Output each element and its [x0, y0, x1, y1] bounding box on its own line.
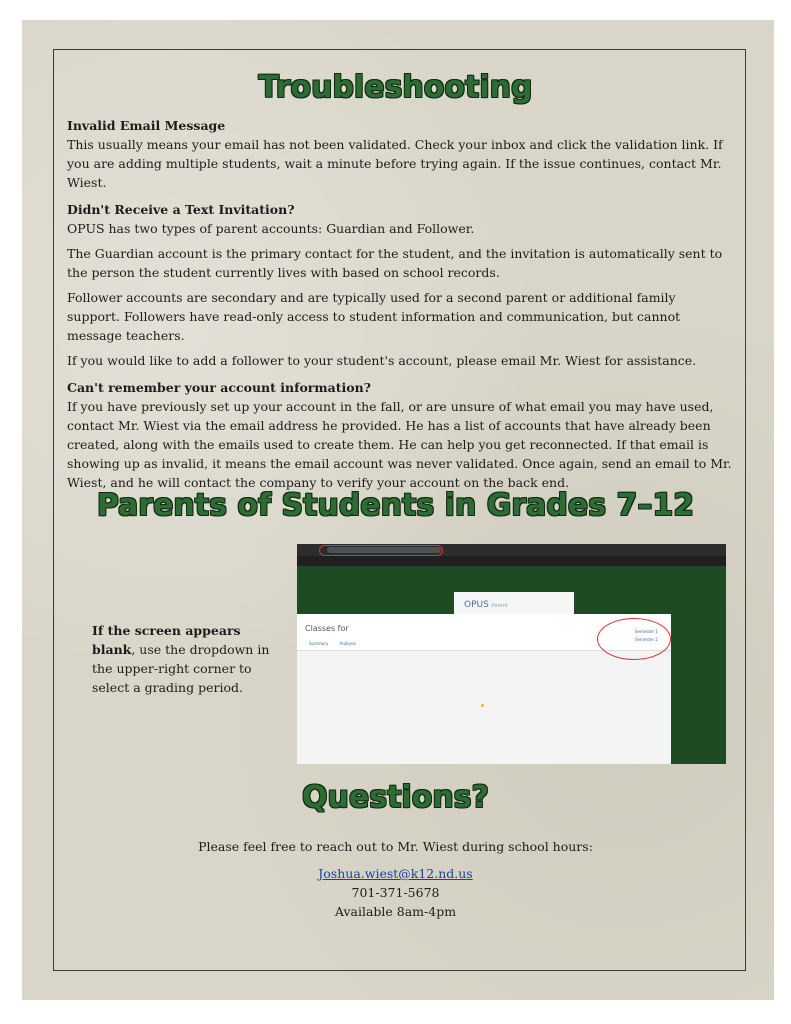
text-invitation-p3: Follower accounts are secondary and are typically used for a second parent or additional family support. Followers have read-only access to student information and communication, but cannot message teachers. [67, 290, 681, 343]
text-invitation-p4: If you would like to add a follower to your student's account, please email Mr. Wiest for assistance. [67, 353, 697, 368]
opus-logo-text: OPUS [464, 600, 489, 610]
contact-email-link[interactable]: Joshua.wiest@k12.nd.us [318, 866, 473, 881]
questions-heading: Questions? [302, 780, 489, 815]
contact-intro: Please feel free to reach out to Mr. Wiest during school hours: [198, 839, 593, 854]
semester-2-option: Semester 2 [635, 637, 658, 642]
blank-screen-note [92, 621, 282, 697]
contact-email-row [0, 866, 791, 881]
contact-hours: Available 8am-4pm [334, 904, 457, 919]
blank-screen-note-text: , use the dropdown in the upper-right corner to select a grading period. [92, 642, 270, 695]
opus-logo-sub: Parent [491, 603, 508, 609]
semester-1-option: Semester 1 [635, 629, 658, 634]
invalid-email-section [67, 116, 732, 192]
opus-screenshot [297, 544, 726, 764]
tab-summary: Summary [309, 641, 329, 646]
grades-heading: Parents of Students in Grades 7–12 [96, 488, 695, 523]
text-invitation-p2: The Guardian account is the primary contact for the student, and the invitation is automatically sent to the person the student currently lives with based on school records. [67, 246, 723, 280]
text-invitation-section [67, 200, 732, 370]
account-info-answer: If you have previously set up your account in the fall, or are unsure of what email you may have used, contact Mr. Wiest via the email address he provided. He has a list of accounts that have already been created, along with the emails used to create them. He can help you get reconnected. If that email is showing up as invalid, it means the email account was never validated. Once again, send an email to Mr. Wiest, and he will contact the company to verify your account on the back end. [67, 399, 732, 490]
contact-phone: 701-371-5678 [351, 885, 440, 900]
bookmarks-bar [297, 556, 726, 566]
classes-panel [297, 614, 671, 764]
account-info-section [67, 378, 732, 492]
troubleshooting-content [67, 116, 732, 500]
text-invitation-p1: OPUS has two types of parent accounts: Guardian and Follower. [67, 221, 475, 236]
troubleshooting-heading: Troubleshooting [258, 70, 533, 105]
invalid-email-question: Invalid Email Message [67, 118, 226, 133]
tab-analysis: Analysis [339, 641, 357, 646]
text-invitation-question: Didn't Receive a Text Invitation? [67, 202, 295, 217]
classes-label: Classes for [305, 624, 349, 633]
cursor-marker [481, 704, 484, 707]
invalid-email-answer: This usually means your email has not been validated. Check your inbox and click the validation link. If you are adding multiple students, wait a minute before trying again. If the issue continues, contact Mr. Wiest. [67, 137, 723, 190]
dropdown-highlight [597, 618, 671, 660]
account-info-question: Can't remember your account information? [67, 380, 371, 395]
blank-screen-note-bold: If the screen appears blank [92, 623, 241, 657]
address-bar-highlight [319, 545, 443, 556]
classes-tabs [309, 641, 366, 646]
